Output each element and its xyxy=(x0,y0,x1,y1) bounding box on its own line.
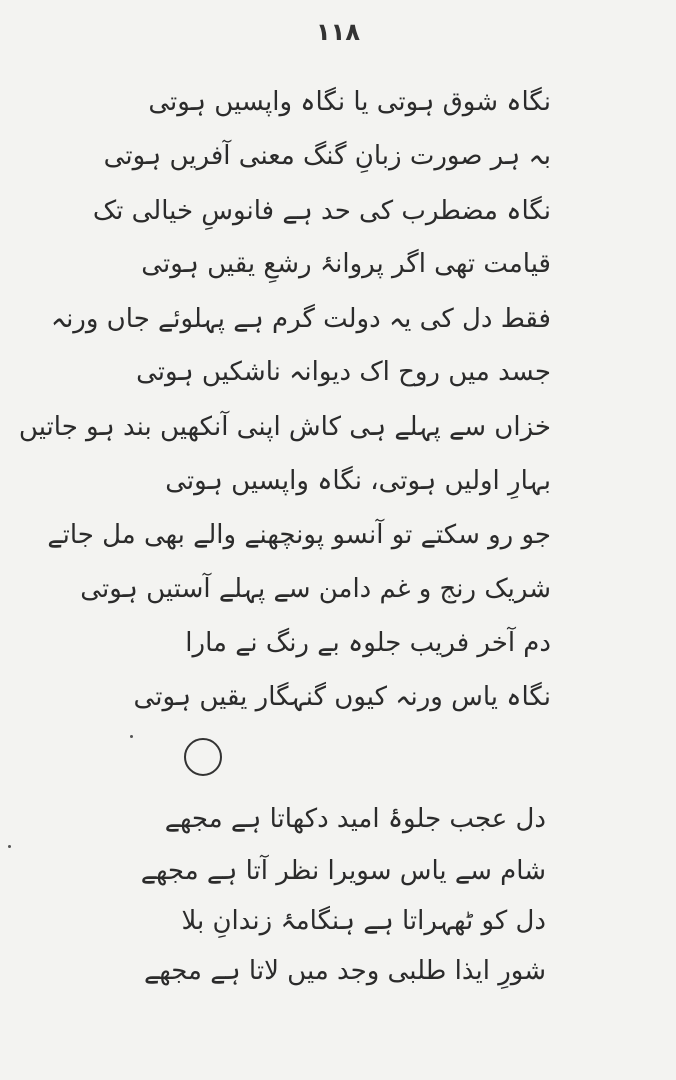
poem2-line-3: دل کو ٹھہراتا ہے ہنگامۂ زندانِ بلا xyxy=(181,906,546,936)
poem1-line-6: جسد میں روح اک دیوانہ ناشکیں ہوتی xyxy=(136,357,551,387)
poem1-line-8: بہارِ اولیں ہوتی، نگاہ واپسیں ہوتی xyxy=(165,466,551,496)
poem1-line-5: فقط دل کی یہ دولت گرم ہے پہلوئے جاں ورنہ xyxy=(50,304,551,334)
poem1-line-12: نگاہ یاس ورنہ کیوں گنہگار یقیں ہوتی xyxy=(133,682,551,712)
poem1-line-10: شریک رنج و غم دامن سے پہلے آستیں ہوتی xyxy=(80,574,551,604)
poem1-line-11: دم آخر فریب جلوہ بے رنگ نے مارا xyxy=(185,628,551,658)
scan-speck xyxy=(8,845,11,848)
poem2-line-1: دل عجب جلوۂ امید دکھاتا ہے مجھے xyxy=(164,804,546,834)
poem2-line-2: شام سے یاس سویرا نظر آتا ہے مجھے xyxy=(140,856,546,886)
poem1-line-7: خزاں سے پہلے ہی کاش اپنی آنکھیں بند ہو جاتیں xyxy=(18,412,551,442)
scan-speck xyxy=(130,735,133,738)
poem2-line-4: شورِ ایذا طلبی وجد میں لاتا ہے مجھے xyxy=(144,956,546,986)
poem1-line-3: نگاہ مضطرب کی حد ہے فانوسِ خیالی تک xyxy=(92,196,551,226)
section-separator-circle xyxy=(184,738,222,776)
poem1-line-9: جو رو سکتے تو آنسو پونچھنے والے بھی مل جاتے xyxy=(47,520,551,550)
poem1-line-2: بہ ہر صورت زبانِ گنگ معنی آفریں ہوتی xyxy=(103,141,551,171)
poem1-line-1: نگاہ شوق ہوتی یا نگاہ واپسیں ہوتی xyxy=(148,87,551,117)
page-number: ۱۱۸ xyxy=(316,18,360,46)
poem1-line-4: قیامت تھی اگر پروانۂ رشعِ یقیں ہوتی xyxy=(141,249,551,279)
